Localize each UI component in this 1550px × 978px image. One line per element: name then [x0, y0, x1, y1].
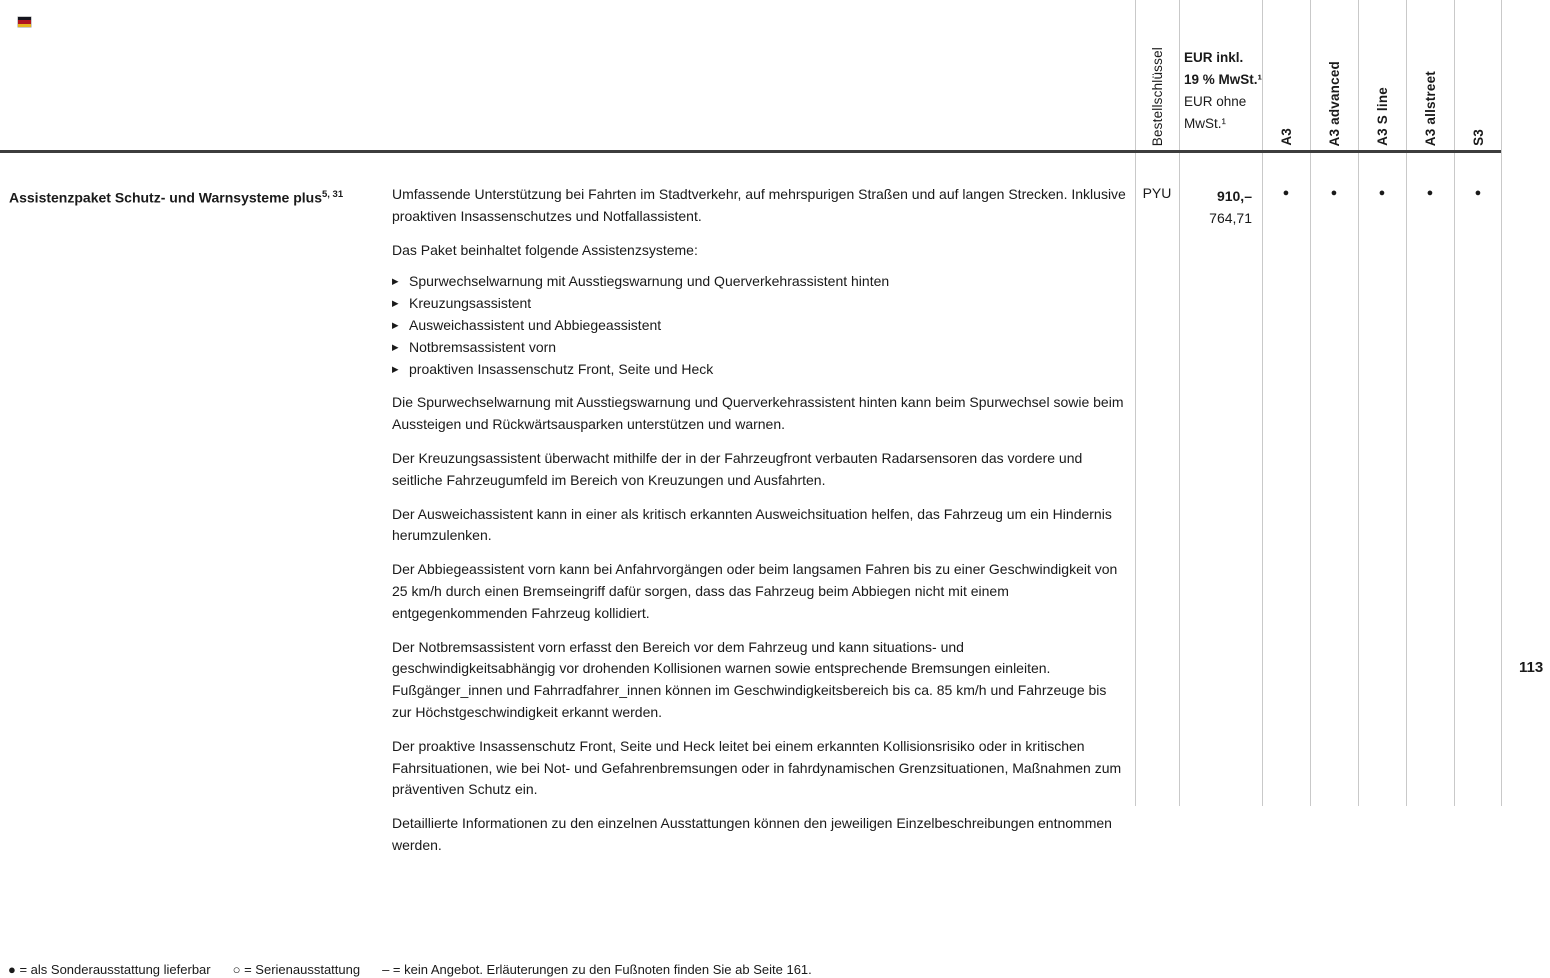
- model-column-label: A3 allstreet: [1422, 70, 1438, 146]
- list-item-text: Kreuzungsassistent: [409, 295, 532, 312]
- header-rule: [0, 150, 1501, 153]
- list-item-text: proaktiven Insassenschutz Front, Seite und Heck: [409, 360, 714, 377]
- description-paragraph: Die Spurwechselwarnung mit Ausstiegswarnung und Querverkehrassistent hinten kann beim Spurwechsel sowie beim Aussteigen und Rückwärtsausparken unterstützen und warnen.: [392, 394, 1124, 433]
- model-column-headers: [1262, 0, 1502, 146]
- model-column-header-cell: [1406, 0, 1454, 146]
- list-item: [392, 337, 1129, 359]
- equipment-title-footnotes: 5, 31: [322, 189, 344, 200]
- legend-no-offer: – = kein Angebot. Erläuterungen zu den Fußnoten finden Sie ab Seite 161.: [382, 962, 812, 977]
- model-column-header-cell: [1358, 0, 1406, 146]
- price-excl-header-line: EUR ohne: [1184, 94, 1247, 109]
- model-column-label: A3 S line: [1374, 87, 1390, 146]
- list-item: [392, 271, 1129, 293]
- model-column-label: S3: [1470, 129, 1486, 146]
- list-item-text: Spurwechselwarnung mit Ausstiegswarnung und Querverkehrassistent hinten: [409, 273, 890, 290]
- model-column-header-cell: [1310, 0, 1358, 146]
- description-intro: Umfassende Unterstützung bei Fahrten im Stadtverkehr, auf mehrspurigen Straßen und auf langen Strecken. Inklusive proaktiven Insassenschutzes und Notfallassistent.: [392, 186, 1126, 224]
- description-paragraph: Detaillierte Informationen zu den einzelnen Ausstattungen können den jeweiligen Einzelbeschreibungen entnommen werden.: [392, 815, 1112, 853]
- list-item-text: Notbremsassistent vorn: [409, 338, 557, 355]
- equipment-title-text: Assistenzpaket Schutz- und Warnsysteme plus: [9, 189, 322, 206]
- page-number: 113: [1519, 659, 1544, 676]
- triangle-bullet-icon: ▶: [392, 276, 399, 287]
- triangle-bullet-icon: ▶: [392, 341, 399, 352]
- list-item-text: Ausweichassistent und Abbiegeassistent: [409, 316, 662, 333]
- equipment-description: [392, 184, 1129, 869]
- description-list-intro: Das Paket beinhaltet folgende Assistenzsysteme:: [392, 241, 698, 258]
- german-flag-icon: [18, 17, 31, 27]
- price-incl-header-line: EUR inkl.: [1184, 50, 1244, 65]
- model-column-header-cell: [1262, 0, 1310, 146]
- assist-systems-list: [392, 271, 1129, 380]
- triangle-bullet-icon: ▶: [392, 319, 399, 330]
- price-incl-header: [1184, 47, 1262, 91]
- price-incl-header-line: 19 % MwSt.¹: [1184, 72, 1263, 87]
- triangle-bullet-icon: ▶: [392, 363, 399, 374]
- footnote-legend: [8, 962, 812, 977]
- price-excl-value: 764,71: [1209, 210, 1252, 226]
- list-item: [392, 359, 1129, 381]
- triangle-bullet-icon: ▶: [392, 298, 399, 309]
- price-incl-value: 910,–: [1216, 188, 1252, 204]
- legend-special-equipment: ● = als Sonderausstattung lieferbar: [8, 962, 211, 977]
- price-excl-header-line: MwSt.¹: [1184, 116, 1226, 131]
- availability-dot: ●: [1330, 187, 1338, 199]
- flag-stripe-gold: [18, 24, 31, 27]
- model-column-label: A3: [1278, 128, 1294, 146]
- column-header-price: [1184, 47, 1262, 135]
- description-paragraph: Der Abbiegeassistent vorn kann bei Anfahrvorgängen oder beim langsamen Fahren bis zu einer Geschwindigkeit von 25 km/h durch einen Bremseingriff dafür sorgen, dass das Fahrzeug beim Abbiegen nicht mit einem entgegenkommenden Fahrzeug kollidiert.: [392, 561, 1118, 621]
- legend-series-equipment: ○ = Serienausstattung: [232, 962, 361, 977]
- availability-row: [1262, 185, 1502, 201]
- column-divider: [1179, 0, 1180, 806]
- price-excl-header: [1184, 91, 1262, 135]
- description-paragraph: Der proaktive Insassenschutz Front, Seite und Heck leitet bei einem erkannten Kollisionsrisiko oder in kritischen Fahrsituationen, wie bei Not- und Gefahrenbremsungen oder in fahrdynamischen Grenzsituationen, Maßnahmen zum präventiven Schutz ein.: [392, 737, 1122, 798]
- availability-dot: ●: [1426, 187, 1434, 199]
- availability-dot: ●: [1282, 187, 1290, 199]
- price-values: [1184, 185, 1252, 229]
- availability-dot: ●: [1474, 187, 1482, 199]
- column-header-order-code: [1135, 0, 1179, 146]
- list-item: [392, 293, 1129, 315]
- model-column-label: A3 advanced: [1326, 60, 1342, 146]
- description-paragraphs: [392, 392, 1129, 856]
- order-code-header-label: Bestellschlüssel: [1149, 46, 1165, 146]
- description-paragraph: Der Notbremsassistent vorn erfasst den Bereich vor dem Fahrzeug und kann situations- und geschwindigkeitsabhängig vor drohenden Kollisionen warnen sowie entsprechende Bremsungen einleiten. Fußgänger_innen und Fahrradfahrer_innen können im Geschwindigkeitsbereich bis ca. 85 km/h und Fahrzeuge bis zur Höchstgeschwindigkeit erkannt werden.: [392, 638, 1107, 720]
- order-code-value: PYU: [1142, 185, 1172, 201]
- availability-dot: ●: [1378, 187, 1386, 199]
- list-item: [392, 315, 1129, 337]
- equipment-title: [9, 184, 381, 209]
- description-paragraph: Der Ausweichassistent kann in einer als kritisch erkannten Ausweichsituation helfen, das Fahrzeug um ein Hindernis herumzulenken.: [392, 505, 1112, 544]
- description-paragraph: Der Kreuzungsassistent überwacht mithilfe der in der Fahrzeugfront verbauten Radarsensoren das vordere und seitliche Fahrzeugumfeld im Bereich von Kreuzungen und Ausfahrten.: [392, 449, 1083, 488]
- model-column-header-cell: [1454, 0, 1502, 146]
